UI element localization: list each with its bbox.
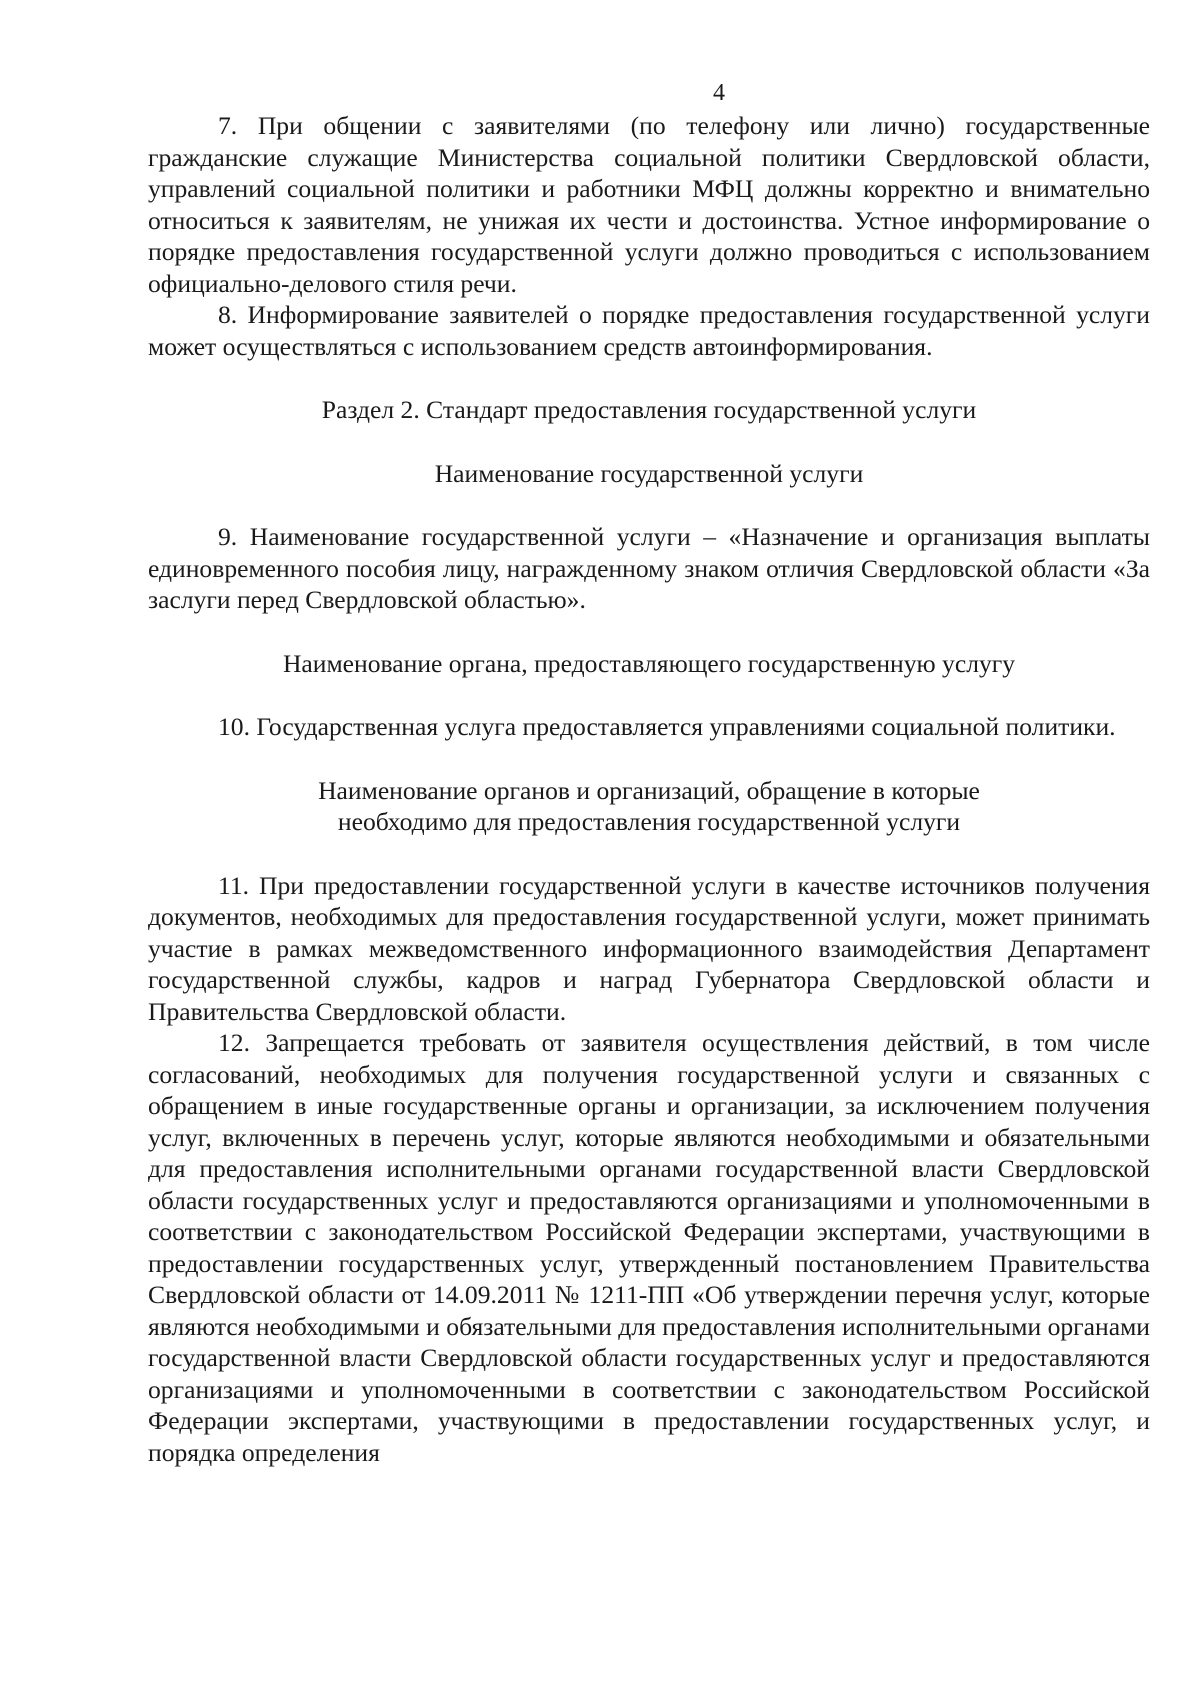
paragraph-11: 11. При предоставлении государственной услуги в качестве источников получения документов, необходимых для предоставления государственной услуги, может принимать участие в рамках межведомственного информационного взаимодействия Департамент государственной службы, кадров и наград Губернатора Свердловской области и Правительства Свердловской области. bbox=[148, 870, 1150, 1026]
paragraph-8: 8. Информирование заявителей о порядке предоставления государственной услуги может осуществляться с использованием средств автоинформирования. bbox=[148, 300, 1150, 361]
organ-name-heading: Наименование органа, предоставляющего государственную услугу bbox=[282, 648, 1016, 678]
paragraph-9: 9. Наименование государственной услуги – «Назначение и организация выплаты единовременного пособия лицу, награжденному знаком отличия Свердловской области «За заслуги перед Свердловской областью». bbox=[148, 522, 1150, 614]
organs-heading bbox=[148, 775, 1150, 838]
organs-heading-line-1: Наименование органов и организаций, обращение в которые bbox=[318, 775, 980, 805]
page-number: 4 bbox=[713, 80, 725, 106]
organs-heading-line-2: необходимо для предоставления государственной услуги bbox=[337, 807, 961, 836]
section-2-heading: Раздел 2. Стандарт предоставления государственной услуги bbox=[321, 395, 977, 424]
paragraph-7: 7. При общении с заявителями (по телефону или лично) государственные гражданские служащие Министерства социальной политики Свердловской области, управлений социальной политики и работники МФЦ должны корректно и внимательно относиться к заявителям, не унижая их чести и достоинства. Устное информирование о порядке предоставления государственной услуги должно проводиться с использованием официально-делового стиля речи. bbox=[148, 111, 1150, 298]
paragraph-12: 12. Запрещается требовать от заявителя осуществления действий, в том числе согласований, необходимых для получения государственной услуги и связанных с обращением в иные государственные органы и организации, за исключением получения услуг, включенных в перечень услуг, которые являются необходимыми и обязательными для предоставления исполнительными органами государственной власти Свердловской области государственных услуг и предоставляются организациями и уполномоченными в соответствии с законодательством Российской Федерации экспертами, участвующими в предоставлении государственных услуг, утвержденный постановлением Правительства Свердловской области от 14.09.2011 № 1211-ПП «Об утверждении перечня услуг, которые являются необходимыми и обязательными для предоставления исполнительными органами государственной власти Свердловской области государственных услуг и предоставляются организациями и уполномоченными в соответствии с законодательством Российской Федерации экспертами, участвующими в предоставлении государственных услуг, и порядка определения bbox=[148, 1028, 1150, 1467]
service-name-heading: Наименование государственной услуги bbox=[434, 458, 864, 488]
paragraph-10: 10. Государственная услуга предоставляется управлениями социальной политики. bbox=[218, 712, 1116, 741]
